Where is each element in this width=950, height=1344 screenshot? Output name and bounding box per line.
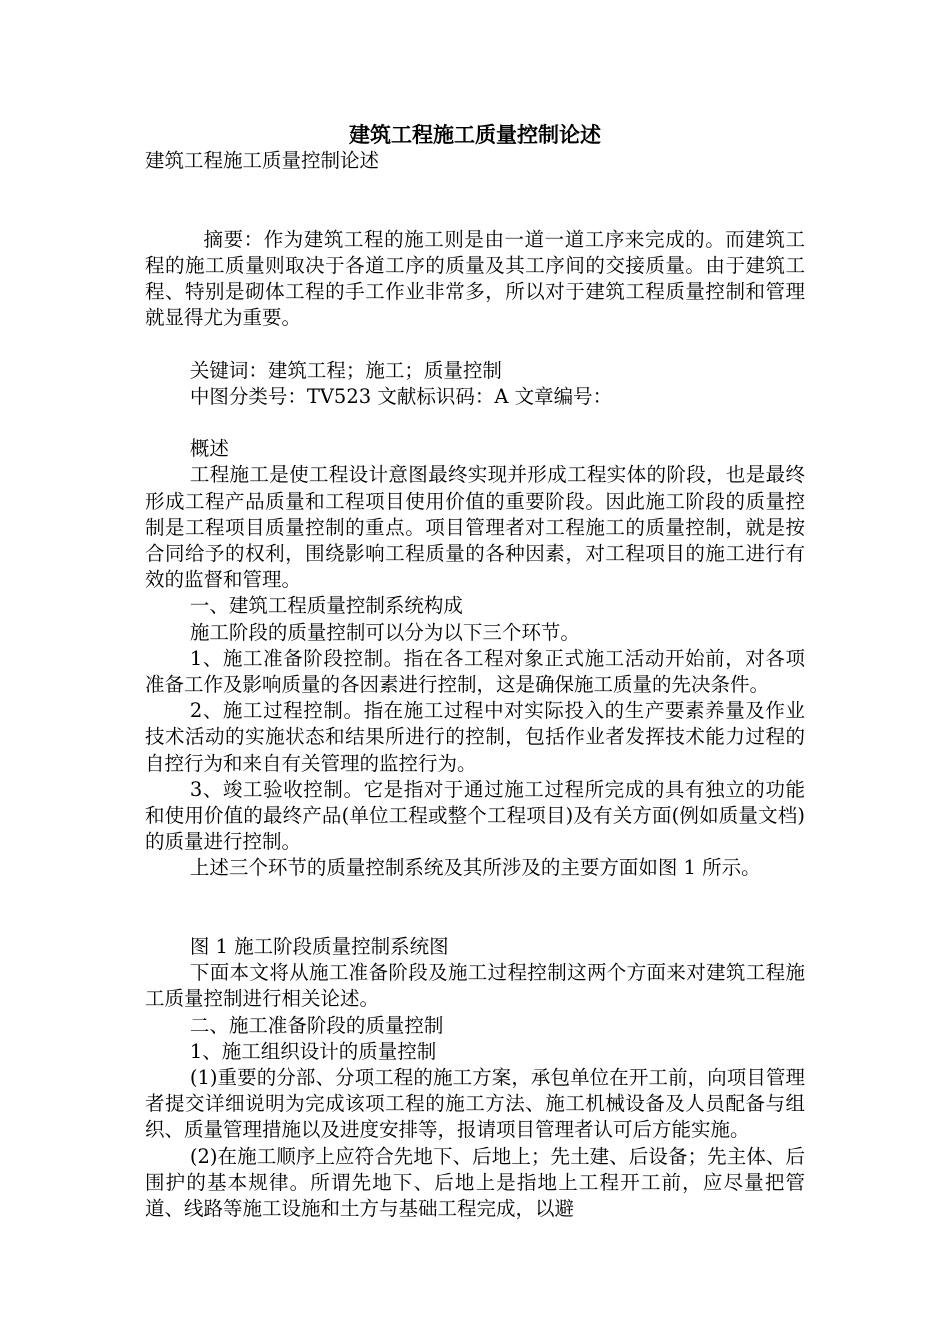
figure-placeholder [145, 882, 805, 934]
blank-line [145, 410, 805, 436]
subsection-heading: 1、施工组织设计的质量控制 [189, 1039, 437, 1063]
classification-line: 中图分类号：TV523 文献标识码：A 文章编号： [189, 384, 613, 408]
body-paragraph: 1、施工准备阶段控制。指在各工程对象正式施工活动开始前，对各项准备工作及影响质量的各因素进行控制，这是确保施工质量的先决条件。 [145, 646, 805, 697]
figure-caption: 图 1 施工阶段质量控制系统图 [189, 935, 449, 959]
body-paragraph: 上述三个环节的质量控制系统及其所涉及的主要方面如图 1 所示。 [189, 856, 761, 880]
body-paragraph: 下面本文将从施工准备阶段及施工过程控制这两个方面来对建筑工程施工质量控制进行相关论述。 [145, 961, 805, 1011]
subtitle-line: 建筑工程施工质量控制论述 [145, 149, 380, 172]
body-paragraph: 2、施工过程控制。指在施工过程中对实际投入的生产要素养量及作业技术活动的实施状态和结果所进行的控制，包括作业者发挥技术能力过程的自控行为和来自有关管理的监控行为。 [145, 699, 805, 775]
body-paragraph: (2)在施工顺序上应符合先地下、后地上；先土建、后设备；先主体、后围护的基本规律。所谓先地下、后地上是指地上工程开工前，应尽量把管道、线路等施工设施和土方与基础工程完成，以避 [145, 1144, 805, 1221]
blank-line [145, 174, 805, 226]
body-paragraph: 施工阶段的质量控制可以分为以下三个环节。 [189, 620, 580, 644]
abstract-paragraph: 摘要：作为建筑工程的施工则是由一道一道工序来完成的。而建筑工程的施工质量则取决于各道工序的质量及其工序间的交接质量。由于建筑工程、特别是砌体工程的手工作业非常多，所以对于建筑工程质量控制和管理就显得尤为重要。 [145, 227, 805, 330]
section-heading-overview: 概述 [189, 437, 229, 461]
body-paragraph: 3、竣工验收控制。它是指对于通过施工过程所完成的具有独立的功能和使用价值的最终产品(单位工程或整个工程项目)及有关方面(例如质量文档)的质量进行控制。 [145, 777, 805, 854]
section-heading-2: 二、施工准备阶段的质量控制 [189, 1013, 444, 1037]
page-title: 建筑工程施工质量控制论述 [349, 123, 601, 147]
keywords-line: 关键词：建筑工程；施工；质量控制 [189, 358, 502, 382]
document-body [145, 148, 805, 1222]
section-heading-1: 一、建筑工程质量控制系统构成 [189, 594, 463, 618]
body-paragraph: (1)重要的分部、分项工程的施工方案，承包单位在开工前，向项目管理者提交详细说明为完成该项工程的施工方法、施工机械设备及人员配备与组织、质量管理措施以及进度安排等，报请项目管理者认可后方能实施。 [145, 1066, 805, 1142]
body-paragraph: 工程施工是使工程设计意图最终实现并形成工程实体的阶段，也是最终形成工程产品质量和工程项目使用价值的重要阶段。因此施工阶段的质量控制是工程项目质量控制的重点。项目管理者对工程施工的质量控制，就是按合同给予的权利，围绕影响工程质量的各种因素，对工程项目的施工进行有效的监督和管理。 [145, 463, 805, 592]
blank-line [145, 331, 805, 357]
